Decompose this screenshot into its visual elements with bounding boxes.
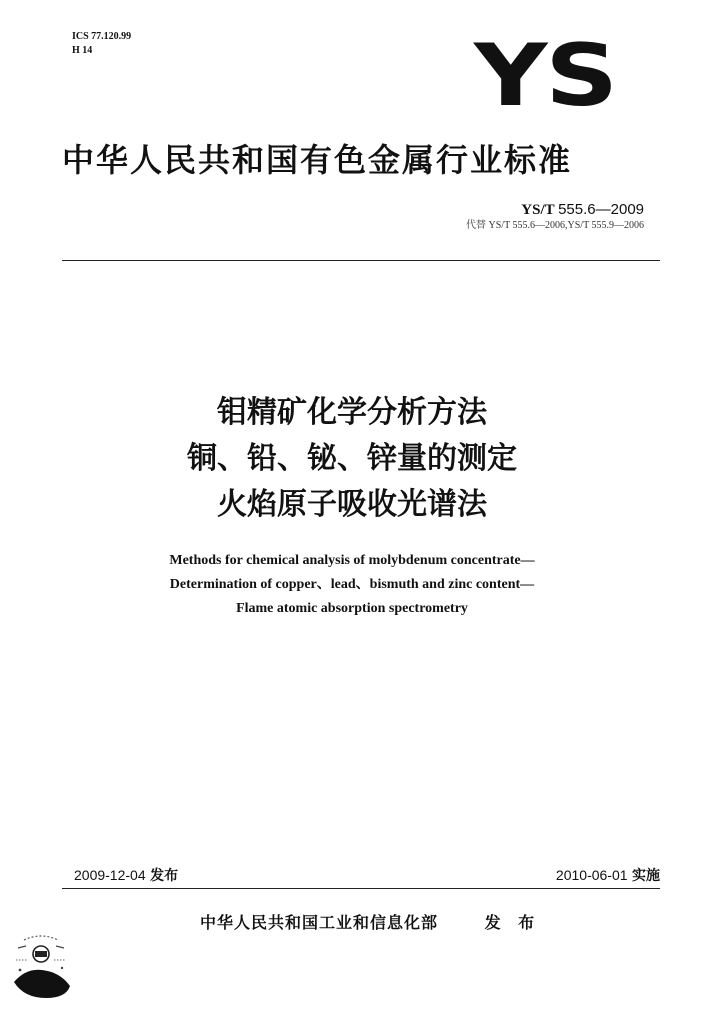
ys-logo: YS [474,26,616,126]
classification-code: H 14 [72,45,93,56]
publisher-name: 中华人民共和国工业和信息化部 [200,913,439,932]
publisher [200,912,540,934]
org-title: 中华人民共和国有色金属行业标准 [62,141,573,179]
implement-date-label: 实施 [632,868,660,884]
implement-date-value: 2010-06-01 [555,867,628,883]
english-title-line-3: Flame atomic absorption spectrometry [236,601,468,616]
chinese-title-line-2: 铜、铅、铋、锌量的测定 [187,441,517,476]
top-divider [62,260,660,261]
chinese-title-line-3: 火焰原子吸收光谱法 [217,487,487,522]
standard-number [521,201,644,219]
chinese-title [0,390,704,528]
issue-date [74,866,178,885]
ics-code: ICS 77.120.99 [72,31,132,42]
issue-date-value: 2009-12-04 [74,867,146,883]
standard-number-value: 555.6—2009 [558,201,644,218]
english-title-line-2: Determination of copper、lead、bismuth and zinc content— [169,577,535,592]
english-title [0,549,704,621]
issue-date-label: 发布 [150,868,179,884]
publisher-seal-icon [6,930,76,1000]
bottom-divider [62,888,660,889]
chinese-title-line-1: 钼精矿化学分析方法 [217,395,487,430]
replaces-note: 代替 YS/T 555.6—2006,YS/T 555.9—2006 [466,220,644,231]
english-title-line-1: Methods for chemical analysis of molybdenum concentrate— [169,553,535,568]
standard-number-prefix: YS/T [521,202,555,218]
implement-date [556,866,660,885]
publisher-label: 发 布 [484,913,541,932]
ics-code-block [72,30,131,58]
